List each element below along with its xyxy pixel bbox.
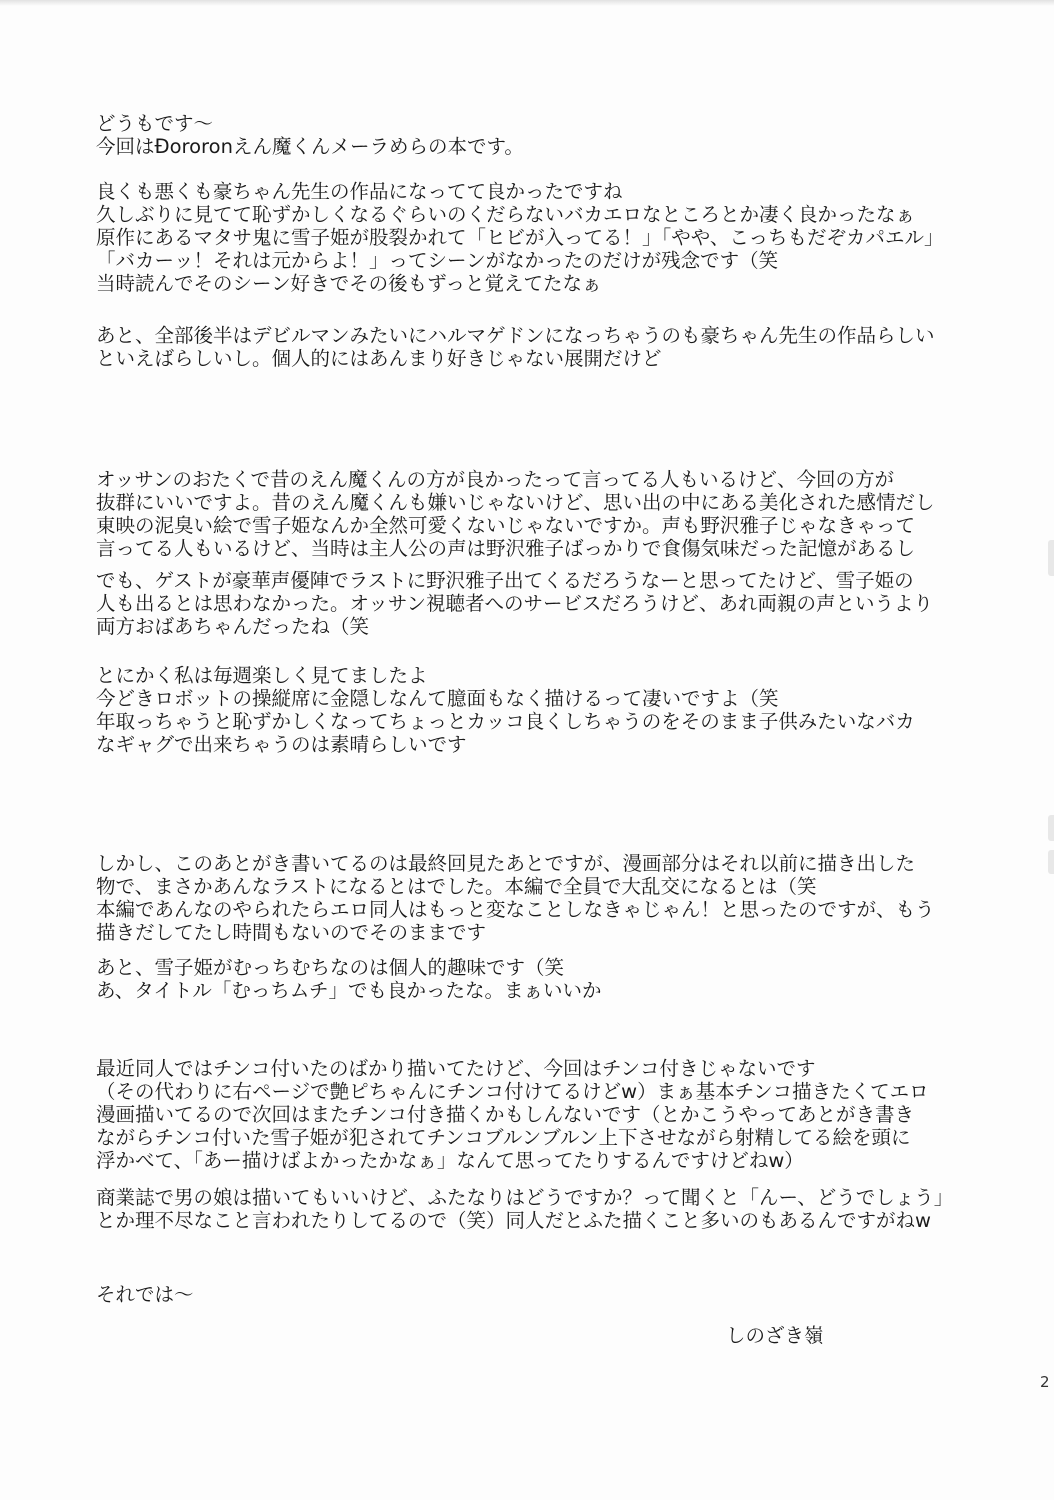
text-line: 「バカーッ！それは元からよ！」ってシーンがなかったのだけが残念です（笑	[96, 249, 779, 272]
text-line: どうもです～	[96, 112, 214, 135]
text-line: 本編であんなのやられたらエロ同人はもっと変なことしなきゃじゃん！と思ったのですが、もう	[96, 898, 935, 921]
text-line: 原作にあるマタサ鬼に雪子姫が股裂かれて「ヒビが入ってる！」「やや、こっちもだぞカパエル」	[96, 226, 944, 249]
binding-mark	[1048, 540, 1054, 576]
text-line: あと、全部後半はデビルマンみたいにハルマゲドンになっちゃうのも豪ちゃん先生の作品らしい	[96, 324, 935, 347]
author-signature: しのざき嶺	[726, 1324, 824, 1347]
text-line: ながらチンコ付いた雪子姫が犯されてチンコブルンブルン上下させながら射精してる絵を頭に	[96, 1126, 911, 1149]
text-line: 浮かべて、「あー描けばよかったかなぁ」なんて思ってたりするんですけどねw）	[96, 1149, 804, 1172]
text-line: 抜群にいいですよ。昔のえん魔くんも嫌いじゃないけど、思い出の中にある美化された感情だし	[96, 491, 935, 514]
text-line: 物で、まさかあんなラストになるとはでした。本編で全員で大乱交になるとは（笑	[96, 875, 817, 898]
text-line: 今どきロボットの操縦席に金隠しなんて臆面もなく描けるって凄いですよ（笑	[96, 687, 779, 710]
page-top-edge	[0, 0, 1054, 6]
text-line: なギャグで出来ちゃうのは素晴らしいです	[96, 733, 467, 756]
text-line: 今回はÐororonえん魔くんメーラめらの本です。	[96, 135, 524, 158]
text-line: オッサンのおたくで昔のえん魔くんの方が良かったって言ってる人もいるけど、今回の方が	[96, 468, 894, 491]
text-line: とか理不尽なこと言われたりしてるので（笑）同人だとふた描くこと多いのもあるんですがねw	[96, 1209, 931, 1232]
text-line: それでは～	[96, 1283, 194, 1306]
text-line: 言ってる人もいるけど、当時は主人公の声は野沢雅子ばっかりで食傷気味だった記憶があるし	[96, 537, 916, 560]
text-line: 描きだしてたし時間もないのでそのままです	[96, 921, 487, 944]
text-line: 商業誌で男の娘は描いてもいいけど、ふたなりはどうですか？って聞くと「んー、どうでしょう」	[96, 1186, 954, 1209]
text-line: とにかく私は毎週楽しく見てましたよ	[96, 664, 428, 687]
text-line: 人も出るとは思わなかった。オッサン視聴者へのサービスだろうけど、あれ両親の声というより	[96, 592, 933, 615]
text-line: あ、タイトル「むっちムチ」でも良かったな。まぁいいか	[96, 979, 602, 1002]
text-line: でも、ゲストが豪華声優陣でラストに野沢雅子出てくるだろうなーと思ってたけど、雪子姫の	[96, 569, 914, 592]
text-line: 東映の泥臭い絵で雪子姫なんか全然可愛くないじゃないですか。声も野沢雅子じゃなきゃって	[96, 514, 916, 537]
text-line: 良くも悪くも豪ちゃん先生の作品になってて良かったですね	[96, 180, 623, 203]
text-line: 久しぶりに見てて恥ずかしくなるぐらいのくだらないバカエロなところとか凄く良かったなぁ	[96, 203, 916, 226]
text-line: 漫画描いてるので次回はまたチンコ付き描くかもしんないです（とかこうやってあとがき書き	[96, 1103, 915, 1126]
page-number: 2	[1040, 1373, 1050, 1391]
text-line: あと、雪子姫がむっちむちなのは個人的趣味です（笑	[96, 956, 565, 979]
text-line: 最近同人ではチンコ付いたのばかり描いてたけど、今回はチンコ付きじゃないです	[96, 1057, 816, 1080]
binding-mark	[1048, 815, 1054, 841]
text-line: 両方おばあちゃんだったね（笑	[96, 615, 370, 638]
text-line: しかし、このあとがき書いてるのは最終回見たあとですが、漫画部分はそれ以前に描き出した	[96, 852, 916, 875]
text-line: （その代わりに右ページで艶ピちゃんにチンコ付けてるけどw）まぁ基本チンコ描きたくてエロ	[96, 1080, 929, 1103]
binding-mark	[1048, 850, 1054, 874]
text-line: 当時読んでそのシーン好きでその後もずっと覚えてたなぁ	[96, 272, 602, 295]
text-line: といえばらしいし。個人的にはあんまり好きじゃない展開だけど	[96, 347, 662, 370]
text-line: 年取っちゃうと恥ずかしくなってちょっとカッコ良くしちゃうのをそのまま子供みたいなバカ	[96, 710, 915, 733]
